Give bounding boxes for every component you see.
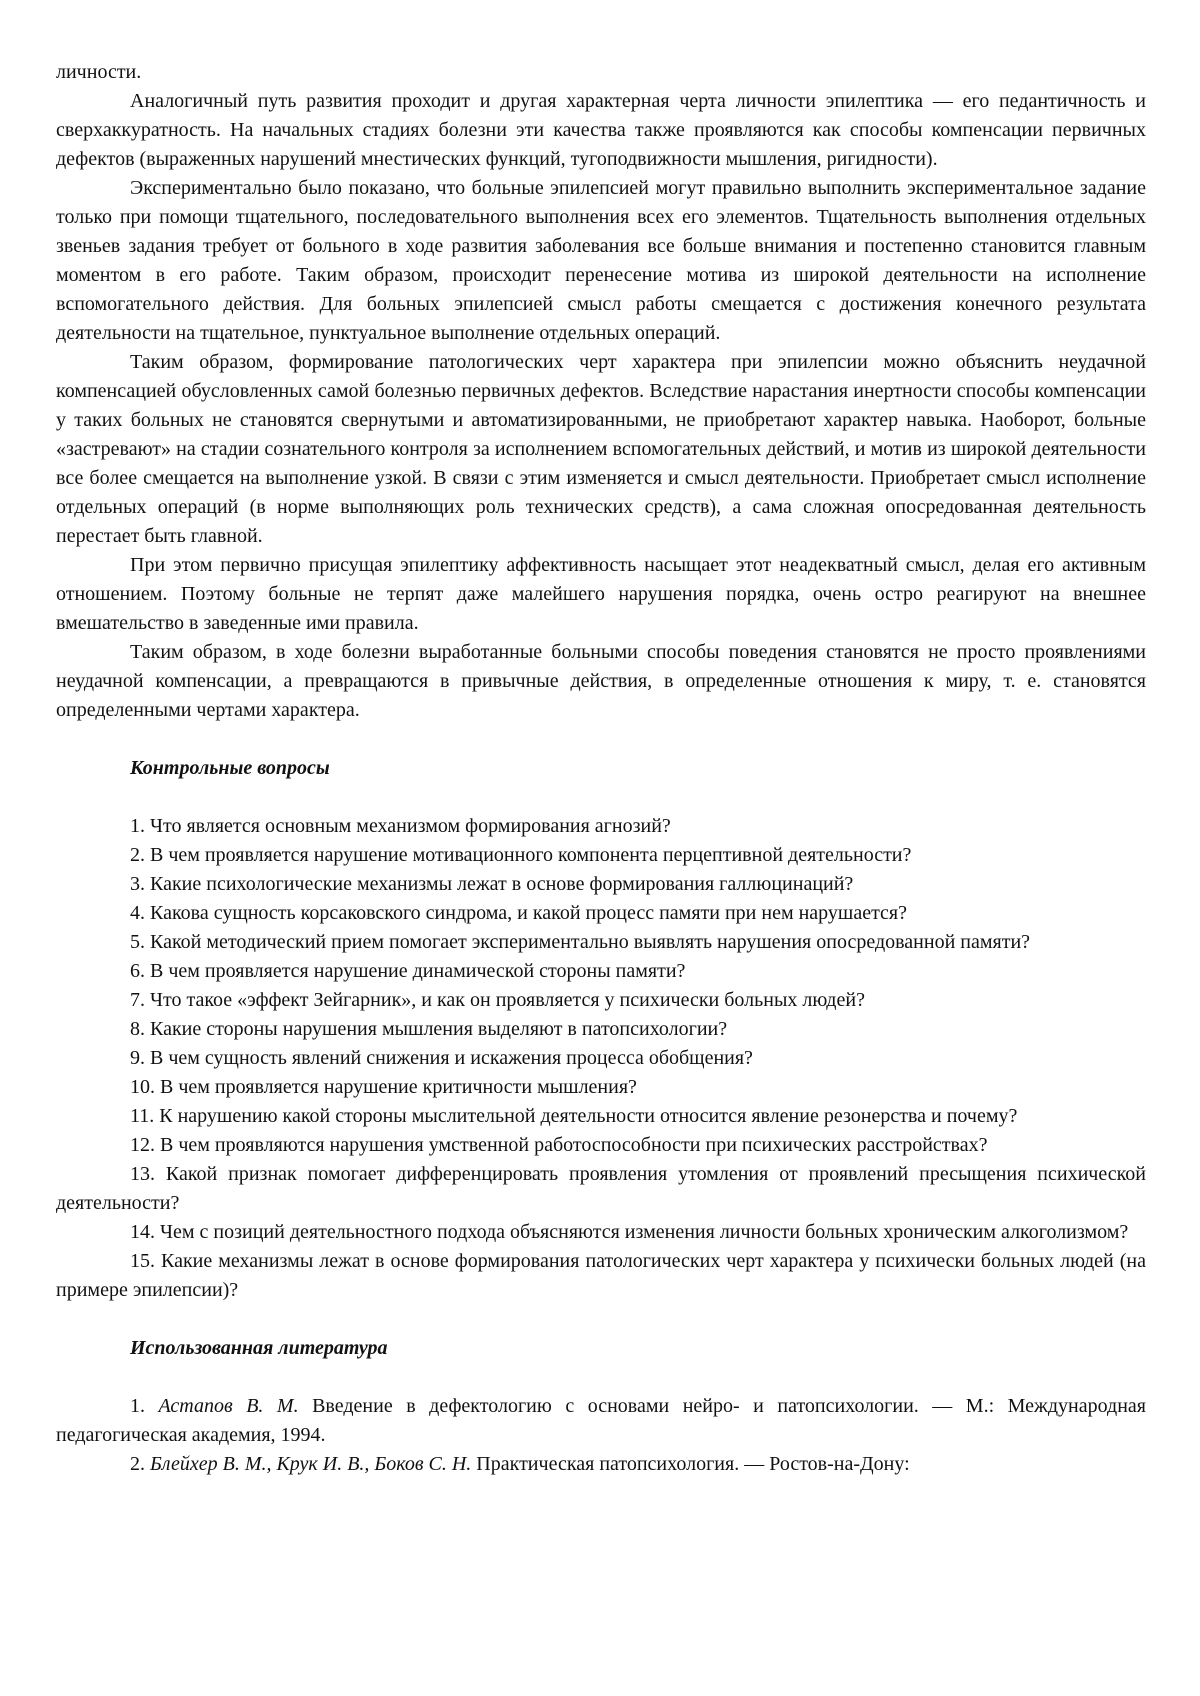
literature-section bbox=[56, 1334, 1146, 1479]
question-item: 6. В чем проявляется нарушение динамической стороны памяти? bbox=[130, 960, 686, 982]
spacer bbox=[56, 783, 1146, 812]
spacer bbox=[56, 1363, 1146, 1392]
question-item: 8. Какие стороны нарушения мышления выделяют в патопсихологии? bbox=[130, 1018, 728, 1040]
question-item: 4. Какова сущность корсаковского синдрома, и какой процесс памяти при нем нарушается? bbox=[130, 902, 908, 924]
reference-details: Введение в дефектологию с основами нейро- и патопсихологии. — М.: Международная педагогическая академия, 1994. bbox=[56, 1395, 1146, 1446]
reference-item bbox=[56, 1450, 1146, 1479]
paragraph: личности. bbox=[56, 61, 142, 83]
literature-heading: Использованная литература bbox=[130, 1337, 388, 1359]
question-item: 2. В чем проявляется нарушение мотивационного компонента перцептивной деятельности? bbox=[130, 844, 912, 866]
question-item: 9. В чем сущность явлений снижения и искажения процесса обобщения? bbox=[130, 1047, 753, 1069]
questions-list bbox=[56, 812, 1146, 1305]
question-item: 12. В чем проявляются нарушения умственной работоспособности при психических расстройствах? bbox=[130, 1134, 988, 1156]
question-item: 1. Что является основным механизмом формирования агнозий? bbox=[130, 815, 671, 837]
reference-item bbox=[56, 1392, 1146, 1450]
document-page bbox=[56, 58, 1146, 1479]
question-item: 7. Что такое «эффект Зейгарник», и как он проявляется у психически больных людей? bbox=[130, 989, 865, 1011]
questions-section bbox=[56, 754, 1146, 1305]
paragraph: Таким образом, в ходе болезни выработанные больными способы поведения становятся не просто проявлениями неудачной компенсации, а превращаются в привычные действия, в определенные отношения к миру, т. е. становятся определенными чертами характера. bbox=[56, 641, 1146, 721]
paragraph: Экспериментально было показано, что больные эпилепсией могут правильно выполнить экспериментальное задание только при помощи тщательного, последовательного выполнения всех его элементов. Тщательность выполнения отдельных звеньев задания требует от больного в ходе развития заболевания все больше внимания и постепенно становится главным моментом в его работе. Таким образом, происходит перенесение мотива из широкой деятельности на исполнение вспомогательного действия. Для больных эпилепсией смысл работы смещается с достижения конечного результата деятельности на тщательное, пунктуальное выполнение отдельных операций. bbox=[56, 177, 1146, 344]
reference-number: 2. bbox=[130, 1453, 150, 1475]
paragraph: Таким образом, формирование патологических черт характера при эпилепсии можно объяснить неудачной компенсацией обусловленных самой болезнью первичных дефектов. Вследствие нарастания инертности способы компенсации у таких больных не становятся свернутыми и автоматизированными, не приобретают характер навыка. Наоборот, больные «застревают» на стадии сознательного контроля за исполнением вспомогательных действий, и мотив из широкой деятельности все более смещается на выполнение узкой. В связи с этим изменяется и смысл деятельности. Приобретает смысл исполнение отдельных операций (в норме выполняющих роль технических средств), а сама сложная опосредованная деятельность перестает быть главной. bbox=[56, 351, 1146, 547]
paragraph: Аналогичный путь развития проходит и другая характерная черта личности эпилептика — его педантичность и сверхаккуратность. На начальных стадиях болезни эти качества также проявляются как способы компенсации первичных дефектов (выраженных нарушений мнестических функций, тугоподвижности мышления, ригидности). bbox=[56, 90, 1146, 170]
question-item: 14. Чем с позиций деятельностного подхода объясняются изменения личности больных хроническим алкоголизмом? bbox=[130, 1221, 1129, 1243]
literature-list bbox=[56, 1392, 1146, 1479]
reference-number: 1. bbox=[130, 1395, 159, 1417]
question-item: 15. Какие механизмы лежат в основе формирования патологических черт характера у психически больных людей (на примере эпилепсии)? bbox=[56, 1250, 1146, 1301]
question-item: 3. Какие психологические механизмы лежат в основе формирования галлюцинаций? bbox=[130, 873, 854, 895]
reference-author: Блейхер В. М., Крук И. В., Боков С. Н. bbox=[150, 1453, 472, 1475]
question-item: 13. Какой признак помогает дифференцировать проявления утомления от проявлений пресыщения психической деятельности? bbox=[56, 1163, 1146, 1214]
question-item: 5. Какой методический прием помогает экспериментально выявлять нарушения опосредованной памяти? bbox=[130, 931, 1031, 953]
question-item: 11. К нарушению какой стороны мыслительной деятельности относится явление резонерства и почему? bbox=[130, 1105, 1018, 1127]
paragraph: При этом первично присущая эпилептику аффективность насыщает этот неадекватный смысл, делая его активным отношением. Поэтому больные не терпят даже малейшего нарушения порядка, очень остро реагируют на внешнее вмешательство в заведенные ими правила. bbox=[56, 554, 1146, 634]
question-item: 10. В чем проявляется нарушение критичности мышления? bbox=[130, 1076, 637, 1098]
questions-heading: Контрольные вопросы bbox=[130, 757, 330, 779]
reference-details: Практическая патопсихология. — Ростов-на-Дону: bbox=[471, 1453, 910, 1475]
body-text bbox=[56, 58, 1146, 725]
reference-author: Астапов В. М. bbox=[158, 1395, 299, 1417]
